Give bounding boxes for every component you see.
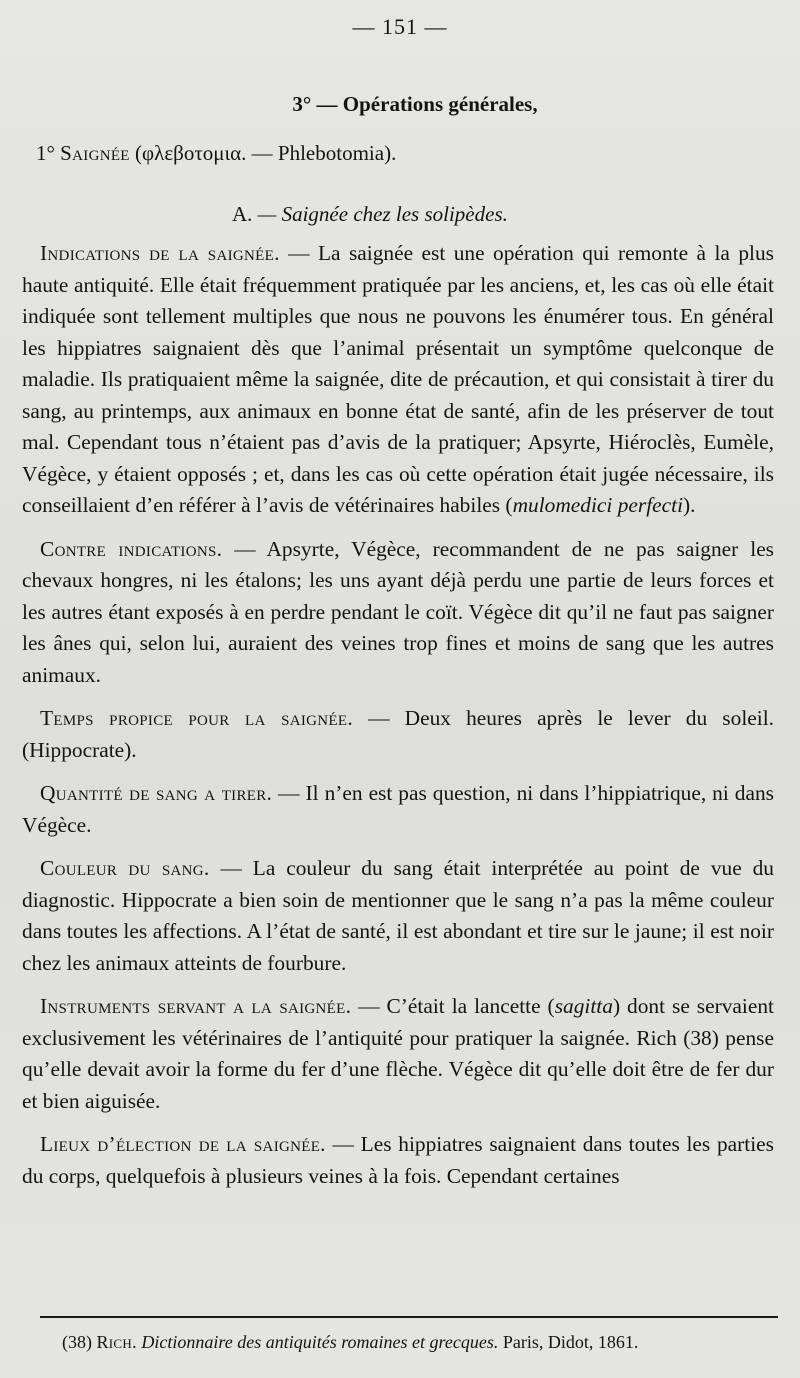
paragraph-indications: [22, 238, 774, 522]
page-number: — 151 —: [352, 14, 448, 39]
section-heading: 3° — Opérations générales,: [292, 92, 538, 116]
paragraph-text-end: ) dont se servaient exclusivement les vétérinaires de l’antiquité pour pratiquer la saignée. Rich (38) pense qu’elle devait avoir la forme du fer d’une flèche. Végèce dit qu’elle doit être de fer dur et bien aiguisée.: [22, 994, 774, 1113]
paragraph-couleur: [22, 853, 774, 979]
paragraph-text: — La couleur du sang était interprétée au point de vue du diagnostic. Hippocrate a bien soin de mentionner que le sang n’a pas la même couleur dans toutes les affections. A l’état de santé, il est abondant et tire sur le jaune; il est noir chez les animaux atteints de fourbure.: [22, 856, 774, 975]
footnote-publisher: Paris, Didot, 1861.: [502, 1332, 639, 1352]
body-text: [22, 238, 774, 1192]
subsection-letter: A.: [232, 202, 253, 226]
paragraph-instruments: [22, 991, 774, 1117]
topic-term: Saignée: [60, 141, 130, 165]
footnote-title: Dictionnaire des antiquités romaines et grecques.: [141, 1332, 499, 1352]
footnote: [62, 1332, 638, 1353]
paragraph-heading: Quantité de sang a tirer.: [40, 781, 273, 805]
subsection-heading: [232, 202, 508, 227]
paragraph-text-end: ).: [683, 493, 696, 517]
paragraph-heading: Instruments servant a la saignée.: [40, 994, 352, 1018]
paragraph-text: — La saignée est une opération qui remonte à la plus haute antiquité. Elle était fréquemment pratiquée par les anciens, et, les cas où elle était indiquée sont tellement multiples que nous ne pouvons les énumérer tous. En général les hippiatres saignaient dès que l’animal présentait un symptôme quelconque de maladie. Ils pratiquaient même la saignée, dite de précaution, et qui consistait à tirer du sang, au printemps, aux animaux en bonne état de santé, afin de les préserver de tout mal. Cependant tous n’étaient pas d’avis de la pratiquer; Apsyrte, Hiéroclès, Eumèle, Végèce, y étaient opposés ; et, dans les cas où cette opération était jugée nécessaire, ils conseillaient d’en référer à l’avis de vétérinaires habiles (: [22, 241, 774, 517]
footnote-divider: [40, 1316, 778, 1318]
footnote-ref: (38): [62, 1332, 92, 1352]
paragraph-quantite: [22, 778, 774, 841]
paragraph-heading: Couleur du sang.: [40, 856, 210, 880]
paragraph-text: — Il n’en est pas question, ni dans l’hippiatrique, ni dans Végèce.: [22, 781, 774, 837]
paragraph-heading: Temps propice pour la saignée.: [40, 706, 353, 730]
paragraph-temps-propice: [22, 703, 774, 766]
topic-number: 1°: [36, 141, 55, 165]
paragraph-text: — Apsyrte, Végèce, recommandent de ne pas saigner les chevaux hongres, ni les étalons; les uns ayant déjà perdu une partie de leurs forces et les autres étant exposés à en perdre pendant le coït. Végèce dit qu’il ne faut pas saigner les ânes qui, selon lui, auraient des veines trop fines et moins de sang que les autres animaux.: [22, 536, 775, 687]
footnote-author: Rich.: [96, 1332, 137, 1352]
paragraph-heading: Indications de la saignée.: [40, 241, 280, 265]
paragraph-heading: Contre indications.: [40, 536, 223, 561]
topic-latin: — Phlebotomia).: [251, 141, 397, 165]
topic-greek: φλεβοτομια.: [142, 141, 247, 165]
paragraph-text: — Deux heures après le lever du soleil. (Hippocrate).: [22, 706, 774, 762]
paragraph-text: — Les hippiatres saignaient dans toutes les parties du corps, quelquefois à plusieurs veines à la fois. Cependant certaines: [22, 1132, 774, 1188]
paragraph-lieux: [22, 1129, 774, 1192]
paragraph-heading: Lieux d’élection de la saignée.: [40, 1132, 326, 1156]
topic-heading: 1° Saignée (φλεβοτομια. — Phlebotomia).: [36, 141, 397, 165]
paragraph-contre-indications: [22, 534, 774, 692]
paragraph-text: — C’était la lancette (: [351, 994, 555, 1018]
paragraph-italic: mulomedici perfecti: [512, 493, 684, 517]
subsection-title: — Saignée chez les solipèdes.: [257, 202, 508, 226]
paragraph-italic: sagitta: [554, 994, 613, 1018]
